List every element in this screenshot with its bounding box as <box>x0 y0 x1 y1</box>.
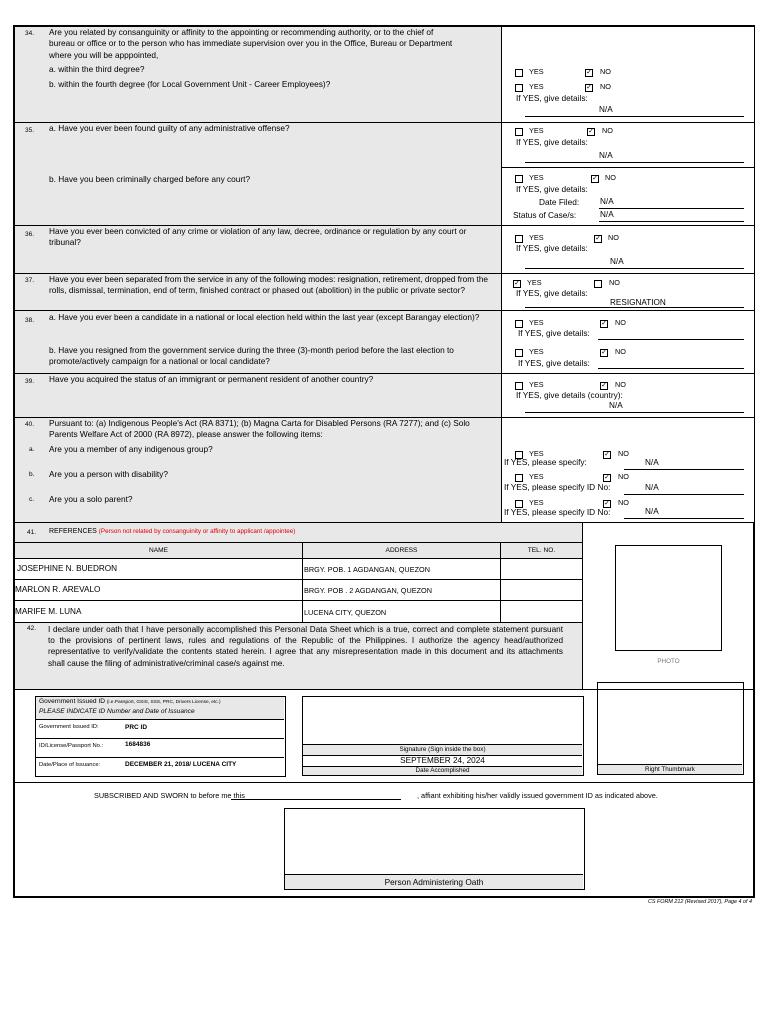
q37-no-label: NO <box>609 278 620 287</box>
q35-status-line <box>599 221 744 222</box>
reference-tel[interactable] <box>501 601 583 623</box>
q37-no-checkbox[interactable] <box>594 280 602 288</box>
q37-details-label: If YES, give details: <box>516 288 588 298</box>
q40-a-text: Are you a member of any indigenous group? <box>49 444 213 454</box>
q35-status-value[interactable]: N/A <box>600 210 614 219</box>
q34-details-value[interactable]: N/A <box>599 105 613 114</box>
q39-answer <box>501 374 754 418</box>
q40-a-no-checkbox[interactable]: ✓ <box>604 451 610 458</box>
signature-box <box>302 696 584 776</box>
q39-details-label: If YES, give details (country): <box>516 390 623 400</box>
photo-box[interactable] <box>615 545 722 651</box>
q40-c-no-label: NO <box>618 498 629 507</box>
gov-id-box <box>35 696 286 777</box>
q34-details-label: If YES, give details: <box>516 93 588 103</box>
q39-details-value[interactable]: N/A <box>609 401 623 410</box>
q40-b-specify-line <box>624 494 744 495</box>
thumbmark-box <box>597 682 744 775</box>
q39-yes-checkbox[interactable] <box>515 382 523 390</box>
q34-a-yes-checkbox[interactable] <box>515 69 523 77</box>
q37-details-value[interactable]: RESIGNATION <box>610 298 666 307</box>
q35-number: 35. <box>25 127 35 134</box>
q39-number: 39. <box>25 378 35 385</box>
signature-label: Signature (Sign inside the box) <box>303 744 582 756</box>
q38-b-yes-checkbox[interactable] <box>515 349 523 357</box>
gov-id-row <box>36 719 284 739</box>
gov-id-title-note: (i.e.Passport, GSIS, SSS, PRC, Drivers License, etc.) <box>106 700 221 705</box>
q35-a-answer <box>501 123 754 168</box>
q38-a-text: a. Have you ever been a candidate in a national or local election held within the last year (except Barangay election)? <box>49 312 480 322</box>
references-title <box>49 528 295 535</box>
q35-b-no-checkbox[interactable]: ✓ <box>592 175 598 182</box>
q40-c-specify-label: If YES, please specify ID No: <box>504 507 611 517</box>
reference-address[interactable]: LUCENA CITY, QUEZON <box>304 608 387 617</box>
q40-b-specify-value[interactable]: N/A <box>645 483 659 492</box>
q34-b-text: b. within the fourth degree (for Local Government Unit - Career Employees)? <box>49 79 331 89</box>
q38-a-no-checkbox[interactable]: ✓ <box>601 320 607 327</box>
references-title-text: REFERENCES <box>49 528 97 535</box>
q35-date-filed-line <box>599 208 744 209</box>
q35-b-no-label: NO <box>605 173 616 182</box>
form-footer: CS FORM 212 (Revised 2017), Page 4 of 4 <box>648 899 752 905</box>
q36-no-label: NO <box>608 233 619 242</box>
q40-c-yes-label: YES <box>529 498 544 507</box>
q35-date-filed-label: Date Filed: <box>539 197 580 207</box>
q37-details-line <box>525 307 744 308</box>
q34-b-no-label: NO <box>600 82 611 91</box>
q40-text: Pursuant to: (a) Indigenous People's Act (RA 8371); (b) Magna Carta for Disabled Persons (RA 7277); and (c) Solo Parents Welfare Act of 2000 (RA 8972), please answer the following items: <box>49 418 470 440</box>
q40-a-specify-label: If YES, please specify: <box>504 457 587 467</box>
col-header-address-text: ADDRESS <box>385 547 418 554</box>
table-row <box>303 601 501 623</box>
reference-address[interactable]: BRGY. POB. 1 AGDANGAN, QUEZON <box>304 565 430 574</box>
section-divider <box>13 782 755 783</box>
q36-number: 36. <box>25 231 35 238</box>
q38-b-details-label: If YES, give details: <box>518 358 590 368</box>
q34-number: 34. <box>25 30 35 37</box>
q35-a-yes-checkbox[interactable] <box>515 128 523 136</box>
q37-text: Have you ever been separated from the service in any of the following modes: resignation, retirement, dropped from the rolls, dismissal, termination, end of term, finished contract or phased out (abolition) in the public or private sector? <box>49 274 489 296</box>
table-row <box>15 580 303 601</box>
col-header-tel-text: TEL. NO. <box>527 547 556 554</box>
q35-date-filed-value[interactable]: N/A <box>600 197 614 206</box>
gov-id-date-label: Date/Place of Issuance: <box>39 762 101 768</box>
q35-status-label: Status of Case/s: <box>513 210 577 220</box>
q34-text: Are you related by consanguinity or affinity to the appointing or recommending authority, or to the chief of bureau or office or to the person who has immediate supervision over you in the Office, Bureau or Department where you will be apppointed, <box>49 27 453 60</box>
gov-id-date-value[interactable]: DECEMBER 21, 2018/ LUCENA CITY <box>125 761 237 768</box>
reference-address[interactable]: BRGY. POB . 2 AGDANGAN, QUEZON <box>304 586 432 595</box>
q38-b-no-label: NO <box>615 347 626 356</box>
references-header <box>15 523 583 543</box>
col-header-address <box>303 543 501 559</box>
gov-id-title-line <box>39 698 221 705</box>
q39-yes-label: YES <box>529 380 544 389</box>
q40-a-letter: a. <box>29 446 35 453</box>
q35-b-details-label: If YES, give details: <box>516 184 588 194</box>
gov-id-value[interactable]: PRC ID <box>125 724 148 731</box>
q36-no-checkbox[interactable]: ✓ <box>595 235 601 242</box>
q40-question <box>15 418 501 523</box>
reference-name[interactable]: MARLON R. AREVALO <box>15 585 101 594</box>
q40-b-no-checkbox[interactable]: ✓ <box>604 474 610 481</box>
q35-a-details-value[interactable]: N/A <box>599 151 613 160</box>
q40-c-no-checkbox[interactable]: ✓ <box>604 500 610 507</box>
q36-text: Have you ever been convicted of any crime or violation of any law, decree, ordinance or regulation by any court or tribunal? <box>49 226 467 248</box>
q38-a-details-label: If YES, give details: <box>518 328 590 338</box>
declaration-text: I declare under oath that I have personally accomplished this Personal Data Sheet which is a true, correct and complete statement pursuant to the provisions of pertinent laws, rules and regulations of the Republic of the Philippines. I authorize the agency head/authorized representative to verify/validate the contents stated herein. I agree that any misrepresentation made in this document and its attachments shall cause the filing of administrative/criminal case/s against me. <box>48 625 563 668</box>
q40-b-specify-label: If YES, please specify ID No: <box>504 482 611 492</box>
q40-b-yes-label: YES <box>529 472 544 481</box>
q35-a-no-checkbox[interactable]: ✓ <box>588 128 594 135</box>
q36-answer <box>501 226 754 274</box>
q40-b-text: Are you a person with disability? <box>49 469 168 479</box>
q39-text: Have you acquired the status of an immigrant or permanent resident of another country? <box>49 374 374 384</box>
col-header-name-text: NAME <box>148 547 169 554</box>
q39-question <box>15 374 501 418</box>
reference-name[interactable]: JOSEPHINE N. BUEDRON <box>17 564 118 573</box>
q38-b-yes-label: YES <box>529 347 544 356</box>
q34-b-no-checkbox[interactable]: ✓ <box>586 84 592 91</box>
q36-details-label: If YES, give details: <box>516 243 588 253</box>
q41-number: 41. <box>27 529 37 536</box>
q35-a-yes-label: YES <box>529 126 544 135</box>
q39-details-line <box>525 412 744 413</box>
q38-a-details-line <box>598 339 744 340</box>
q37-question <box>15 274 501 311</box>
q36-yes-label: YES <box>529 233 544 242</box>
q40-a-no-label: NO <box>618 449 629 458</box>
q36-details-line <box>525 268 744 269</box>
thumbmark-label: Right Thumbmark <box>598 764 742 774</box>
gov-id-title: Government Issued ID <box>39 698 105 705</box>
q35-a-details-label: If YES, give details: <box>516 137 588 147</box>
q39-no-label: NO <box>615 380 626 389</box>
thumbmark-area[interactable] <box>598 683 742 764</box>
q35-a-details-line <box>525 162 744 163</box>
oath-admin-signature-area[interactable] <box>285 809 583 874</box>
q40-a-yes-label: YES <box>529 449 544 458</box>
gov-id-label: Government Issued ID: <box>39 724 99 730</box>
q38-b-details-line <box>598 368 744 369</box>
q37-number: 37. <box>25 277 35 284</box>
q35-b-yes-label: YES <box>529 173 544 182</box>
q35-b-yes-checkbox[interactable] <box>515 175 523 183</box>
gov-id-row <box>36 738 284 758</box>
q40-number: 40. <box>25 421 35 428</box>
q40-b-no-label: NO <box>618 472 629 481</box>
q34-b-yes-checkbox[interactable] <box>515 84 523 92</box>
oath-suffix: , affiant exhibiting his/her validly issued government ID as indicated above. <box>417 791 658 800</box>
q38-answer <box>501 311 754 374</box>
gov-id-header <box>36 697 284 720</box>
q40-b-letter: b. <box>29 471 35 478</box>
q34-b-yes-label: YES <box>529 82 544 91</box>
q35-b-text: b. Have you been criminally charged before any court? <box>49 174 251 184</box>
reference-tel[interactable] <box>501 559 583 580</box>
q38-number: 38. <box>25 317 35 324</box>
q36-details-value[interactable]: N/A <box>610 257 624 266</box>
table-row <box>15 601 303 623</box>
col-header-tel <box>501 543 583 559</box>
q39-no-checkbox[interactable]: ✓ <box>601 382 607 389</box>
q34-details-line <box>525 116 744 117</box>
q38-b-text: b. Have you resigned from the government service during the three (3)-month period before the last election to promote/actively campaign for a national or local candidate? <box>49 345 454 367</box>
q38-question <box>15 311 501 374</box>
q37-answer <box>501 274 754 311</box>
oath-date-line[interactable] <box>231 799 401 800</box>
q35-a-text: a. Have you ever been found guilty of any administrative offense? <box>49 123 290 133</box>
date-accomplished-value[interactable]: SEPTEMBER 24, 2024 <box>400 756 485 765</box>
oath-admin-label: Person Administering Oath <box>285 874 583 889</box>
q38-a-no-label: NO <box>615 318 626 327</box>
q38-b-no-checkbox[interactable]: ✓ <box>601 349 607 356</box>
gov-id-row <box>36 757 284 775</box>
signature-area[interactable] <box>303 697 582 744</box>
q34-question <box>15 27 501 123</box>
reference-name[interactable]: MARIFE M. LUNA <box>15 607 82 616</box>
oath-admin-box <box>284 808 585 890</box>
photo-area <box>583 523 754 690</box>
reference-tel[interactable] <box>501 580 583 601</box>
q38-a-yes-label: YES <box>529 318 544 327</box>
table-row <box>15 559 303 580</box>
gov-id-subtitle: PLEASE INDICATE ID Number and Date of Issuance <box>39 708 195 715</box>
photo-label: PHOTO <box>657 658 680 665</box>
q37-yes-checkbox[interactable]: ✓ <box>514 280 520 287</box>
q40-c-letter: c. <box>29 496 35 503</box>
q40-b-yes-checkbox[interactable] <box>515 474 523 482</box>
q40-c-text: Are you a solo parent? <box>49 494 133 504</box>
col-header-name <box>15 543 303 559</box>
q40-a-specify-value[interactable]: N/A <box>645 458 659 467</box>
q35-a-no-label: NO <box>602 126 613 135</box>
q38-a-yes-checkbox[interactable] <box>515 320 523 328</box>
table-row <box>303 559 501 580</box>
gov-id-no-value[interactable]: 1684836 <box>125 741 151 748</box>
references-note: (Person not related by consanguinity or affinity to applicant /appointee) <box>98 528 296 535</box>
q40-answer <box>501 418 754 523</box>
q35-question <box>15 123 501 226</box>
q40-c-specify-value[interactable]: N/A <box>645 507 659 516</box>
q34-a-no-label: NO <box>600 67 611 76</box>
declaration-block <box>15 623 583 690</box>
date-accomplished-label: Date Accomplished <box>303 766 582 775</box>
q42-number: 42. <box>27 625 37 632</box>
q37-yes-label: YES <box>527 278 542 287</box>
gov-id-no-label: ID/License/Passport No.: <box>39 743 104 749</box>
q34-answer <box>501 27 754 123</box>
q34-a-yes-label: YES <box>529 67 544 76</box>
table-row <box>303 580 501 601</box>
oath-prefix: SUBSCRIBED AND SWORN to before me this <box>94 791 245 800</box>
q35-b-answer <box>501 168 754 226</box>
q40-a-specify-line <box>624 469 744 470</box>
q40-c-specify-line <box>624 518 744 519</box>
q36-question <box>15 226 501 274</box>
q36-yes-checkbox[interactable] <box>515 235 523 243</box>
q34-a-text: a. within the third degree? <box>49 64 145 74</box>
q34-a-no-checkbox[interactable]: ✓ <box>586 69 592 76</box>
